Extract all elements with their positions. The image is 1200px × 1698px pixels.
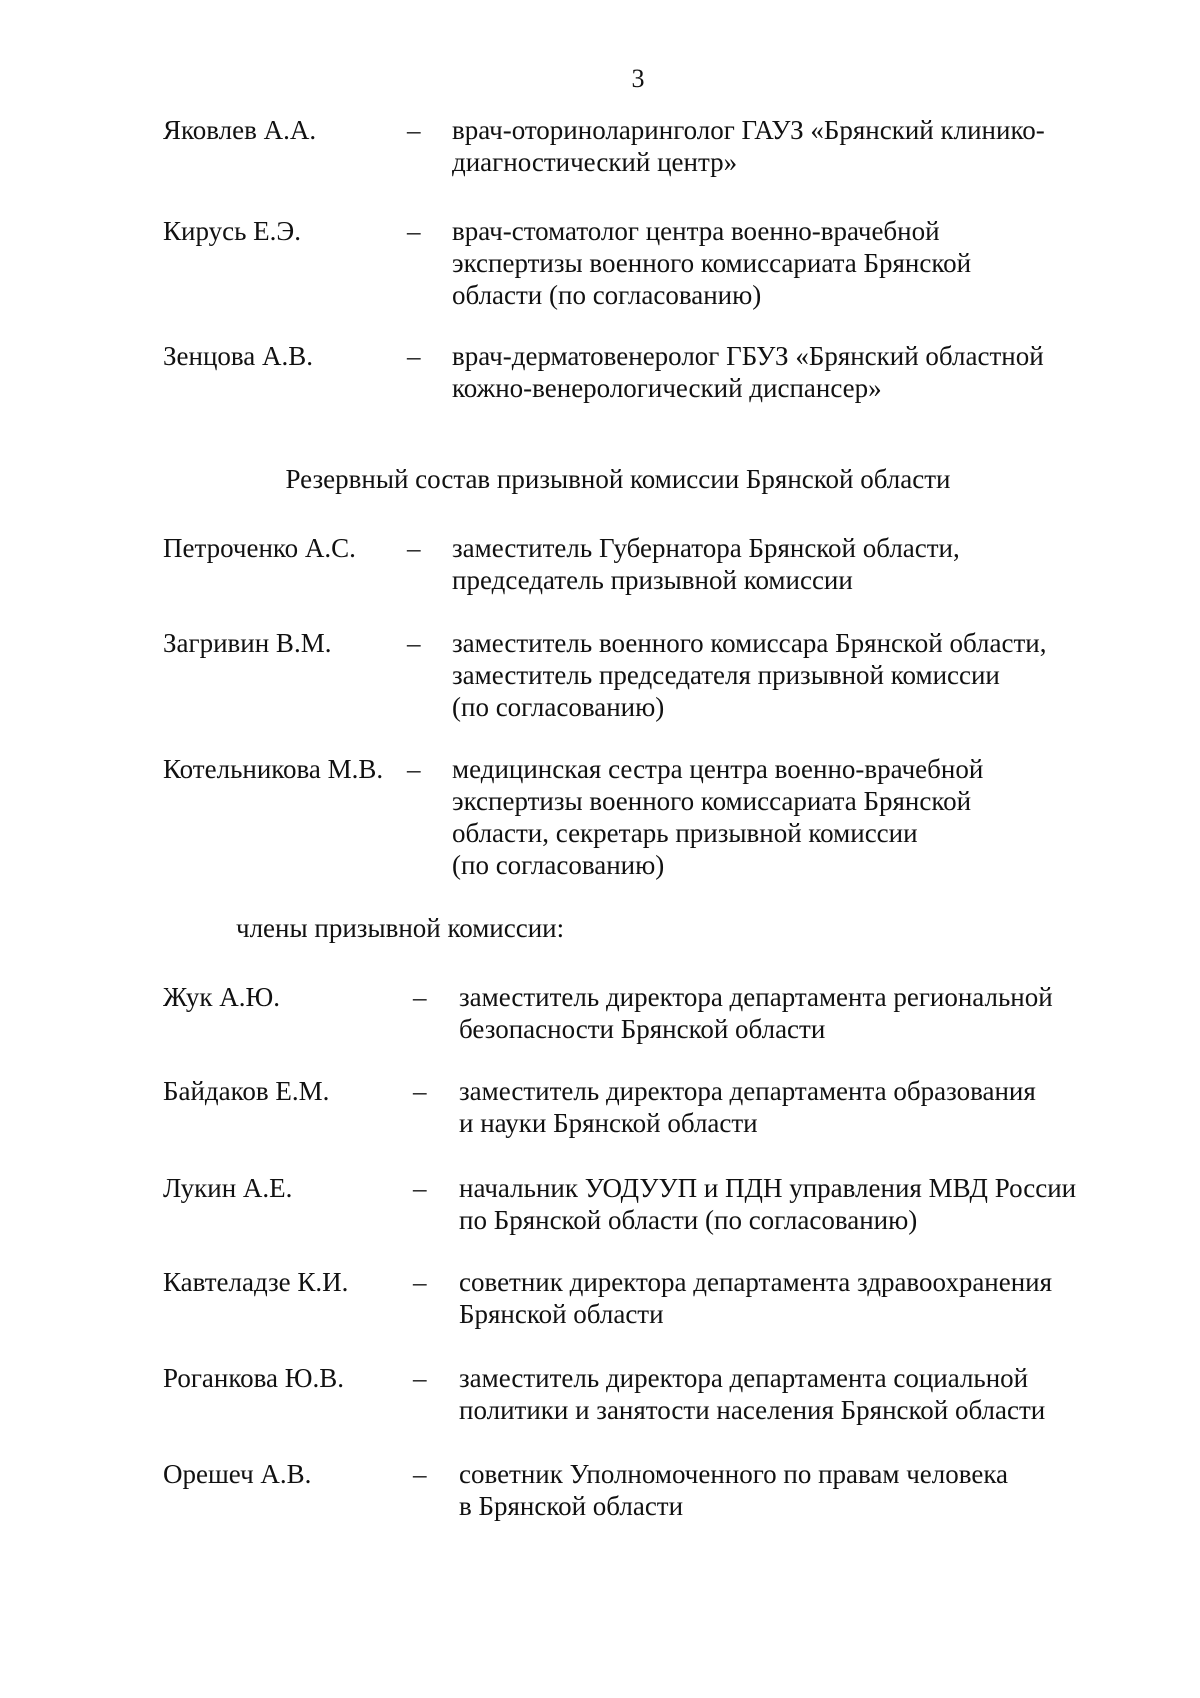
person-name: Кирусь Е.Э. [163,216,301,246]
position-description: медицинская сестра центра военно-врачебной экспертизы военного комиссариата Брянской области, секретарь призывной комиссии (по согласованию) [452,754,984,880]
position-description: заместитель директора департамента региональной безопасности Брянской области [459,982,1053,1044]
position-description: заместитель Губернатора Брянской области, председатель призывной комиссии [452,533,960,595]
dash-separator: – [407,216,421,246]
dash-separator: – [407,533,421,563]
person-name: Роганкова Ю.В. [163,1363,344,1393]
person-name: Лукин А.Е. [163,1173,293,1203]
position-description: врач-дерматовенеролог ГБУЗ «Брянский областной кожно-венерологический диспансер» [452,341,1044,403]
members-label: члены призывной комиссии: [236,913,565,943]
dash-separator: – [413,1267,427,1297]
person-name: Кавтеладзе К.И. [163,1267,349,1297]
person-name: Зенцова А.В. [163,341,314,371]
dash-separator: – [413,982,427,1012]
dash-separator: – [413,1363,427,1393]
position-description: начальник УОДУУП и ПДН управления МВД России по Брянской области (по согласованию) [459,1173,1077,1235]
reserve-section-title: Резервный состав призывной комиссии Брянской области [285,464,951,494]
dash-separator: – [413,1173,427,1203]
position-description: врач-стоматолог центра военно-врачебной экспертизы военного комиссариата Брянской области (по согласованию) [452,216,972,310]
person-name: Байдаков Е.М. [163,1076,330,1106]
dash-separator: – [407,115,421,145]
dash-separator: – [407,628,421,658]
dash-separator: – [407,754,421,784]
position-description: советник директора департамента здравоохранения Брянской области [459,1267,1053,1329]
page-number: 3 [631,64,645,93]
position-description: заместитель военного комиссара Брянской области, заместитель председателя призывной комиссии (по согласованию) [452,628,1047,722]
person-name: Петроченко А.С. [163,533,356,563]
person-name: Орешеч А.В. [163,1459,312,1489]
dash-separator: – [413,1076,427,1106]
dash-separator: – [407,341,421,371]
person-name: Жук А.Ю. [163,982,280,1012]
dash-separator: – [413,1459,427,1489]
position-description: заместитель директора департамента социальной политики и занятости населения Брянской области [459,1363,1046,1425]
position-description: врач-оториноларинголог ГАУЗ «Брянский клинико- диагностический центр» [452,115,1045,177]
person-name: Загривин В.М. [163,628,332,658]
person-name: Яковлев А.А. [163,115,317,145]
person-name: Котельникова М.В. [163,754,384,784]
position-description: заместитель директора департамента образования и науки Брянской области [459,1076,1036,1138]
position-description: советник Уполномоченного по правам человека в Брянской области [459,1459,1009,1521]
